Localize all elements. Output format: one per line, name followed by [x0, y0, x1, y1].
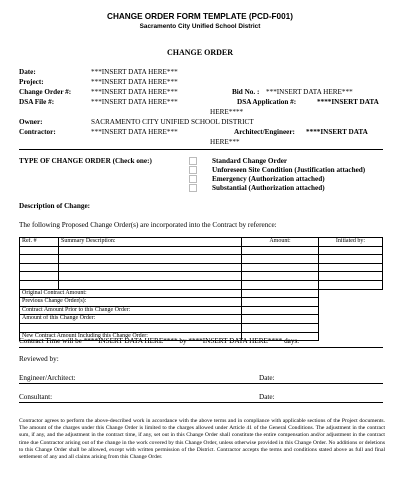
- contract-time-days-value[interactable]: ****INSERT DATA HERE****: [188, 337, 283, 345]
- dsa-application-value[interactable]: ****INSERT DATA: [317, 98, 379, 106]
- dsa-file-value[interactable]: ***INSERT DATA HERE***: [91, 98, 178, 106]
- contract-time-value[interactable]: ****INSERT DATA HERE****: [83, 337, 178, 345]
- ref-header: Ref. #: [20, 238, 59, 247]
- table-row[interactable]: [20, 246, 383, 255]
- summary-amount-cell[interactable]: [242, 298, 319, 307]
- bid-number-label: Bid No. :: [232, 88, 260, 96]
- project-label: Project:: [19, 78, 44, 86]
- divider-mid: [19, 347, 383, 348]
- change-order-table: [19, 237, 383, 341]
- type-of-change-label: TYPE OF CHANGE ORDER (Check one:): [19, 157, 152, 165]
- engineer-date-label: Date:: [259, 374, 275, 382]
- consultant-label: Consultant:: [19, 393, 53, 401]
- table-row[interactable]: [20, 280, 383, 289]
- table-row[interactable]: [20, 263, 383, 272]
- emergency-checkbox[interactable]: [189, 175, 197, 183]
- standard-option-label: Standard Change Order: [212, 157, 288, 165]
- owner-label: Owner:: [19, 118, 43, 126]
- initiated-header: Initiated by:: [319, 238, 383, 247]
- summary-row-this: [20, 315, 383, 324]
- summary-row-blank: [20, 323, 383, 332]
- substantial-checkbox[interactable]: [189, 184, 197, 192]
- bid-number-value[interactable]: ***INSERT DATA HERE***: [266, 88, 353, 96]
- table-row[interactable]: [20, 272, 383, 281]
- contract-time-line: [19, 337, 299, 345]
- summary-amount-cell[interactable]: [242, 289, 319, 298]
- summary-row-original: [20, 289, 383, 298]
- contractor-value[interactable]: ***INSERT DATA HERE***: [91, 128, 178, 136]
- form-title: CHANGE ORDER FORM TEMPLATE (PCD-F001): [107, 12, 293, 21]
- standard-checkbox[interactable]: [189, 157, 197, 165]
- form-heading: CHANGE ORDER: [166, 48, 234, 57]
- engineer-signature-line[interactable]: [19, 383, 383, 384]
- contract-time-by: by: [179, 337, 187, 345]
- summary-row-label: Previous Change Order(s):: [20, 298, 242, 307]
- architect-value[interactable]: ****INSERT DATA: [306, 128, 368, 136]
- engineer-architect-label: Engineer/Architect:: [19, 374, 76, 382]
- summary-row-previous: [20, 298, 383, 307]
- summary-amount-cell[interactable]: [242, 315, 319, 324]
- substantial-option-label: Substantial (Authorization attached): [212, 184, 325, 192]
- emergency-option-label: Emergency (Authorization attached): [212, 175, 325, 183]
- change-order-number-value[interactable]: ***INSERT DATA HERE***: [91, 88, 178, 96]
- unforeseen-checkbox[interactable]: [189, 166, 197, 174]
- agreement-paragraph: Contractor agrees to perform the above-described work in accordance with the above terms and in compliance with applicable sections of the Project documents. The amount of the charges under this Change Order is limited to the charges allowed under Article 41 of the General Conditions. The adjustment in the contract sum, if any, and the adjustment in the contract time, if any, set out in this Change Order shall constitute the entire compensation and/or adjustment in the contract time due Contractor arising out of the change in the work covered by this Change Order, unless otherwise provided in this Change Order. No additions or deletions to this Change Order shall be allowed, except with written permission of the District. Contractor accepts the terms and conditions stated above as full and final settlement of any and all claims arising from this Change Order.: [19, 418, 385, 461]
- dsa-file-label: DSA File #:: [19, 98, 55, 106]
- summary-amount-cell[interactable]: [242, 323, 319, 332]
- description-label: Description of Change:: [19, 202, 91, 210]
- project-value[interactable]: ***INSERT DATA HERE***: [91, 78, 178, 86]
- unforeseen-option-label: Unforeseen Site Condition (Justification attached): [212, 166, 366, 174]
- contract-time-suffix: days.: [284, 337, 300, 345]
- consultant-signature-line[interactable]: [19, 402, 383, 403]
- table-row[interactable]: [20, 255, 383, 264]
- architect-value-cont[interactable]: HERE***: [210, 138, 240, 146]
- contract-time-prefix: Contract Time will be: [19, 337, 82, 345]
- change-order-number-label: Change Order #:: [19, 88, 72, 96]
- summary-row-label: [20, 323, 242, 332]
- summary-row-label: Original Contract Amount:: [20, 289, 242, 298]
- amount-header: Amount:: [242, 238, 319, 247]
- owner-value[interactable]: SACRAMENTO CITY UNIFIED SCHOOL DISTRICT: [91, 118, 254, 126]
- table-header-row: [20, 238, 383, 247]
- summary-row-label: New Contract Amount Including this Change Order:: [20, 332, 242, 341]
- dsa-application-value-cont[interactable]: HERE****: [210, 108, 244, 116]
- summary-row-prior: [20, 306, 383, 315]
- summary-row-label: Amount of this Change Order:: [20, 315, 242, 324]
- architect-label: Architect/Engineer:: [234, 128, 295, 136]
- date-label: Date:: [19, 68, 36, 76]
- dsa-application-label: DSA Application #:: [237, 98, 297, 106]
- reviewed-by-label: Reviewed by:: [19, 355, 59, 363]
- incorporated-text: The following Proposed Change Order(s) are incorporated into the Contract by reference:: [19, 221, 277, 229]
- summary-amount-cell[interactable]: [242, 306, 319, 315]
- contractor-label: Contractor:: [19, 128, 56, 136]
- summary-header: Summary Description:: [59, 238, 242, 247]
- consultant-date-label: Date:: [259, 393, 275, 401]
- date-value[interactable]: ***INSERT DATA HERE***: [91, 68, 178, 76]
- summary-row-label: Contract Amount Prior to this Change Order:: [20, 306, 242, 315]
- divider-top: [19, 149, 383, 150]
- district-name: Sacramento City Unified School District: [139, 23, 261, 30]
